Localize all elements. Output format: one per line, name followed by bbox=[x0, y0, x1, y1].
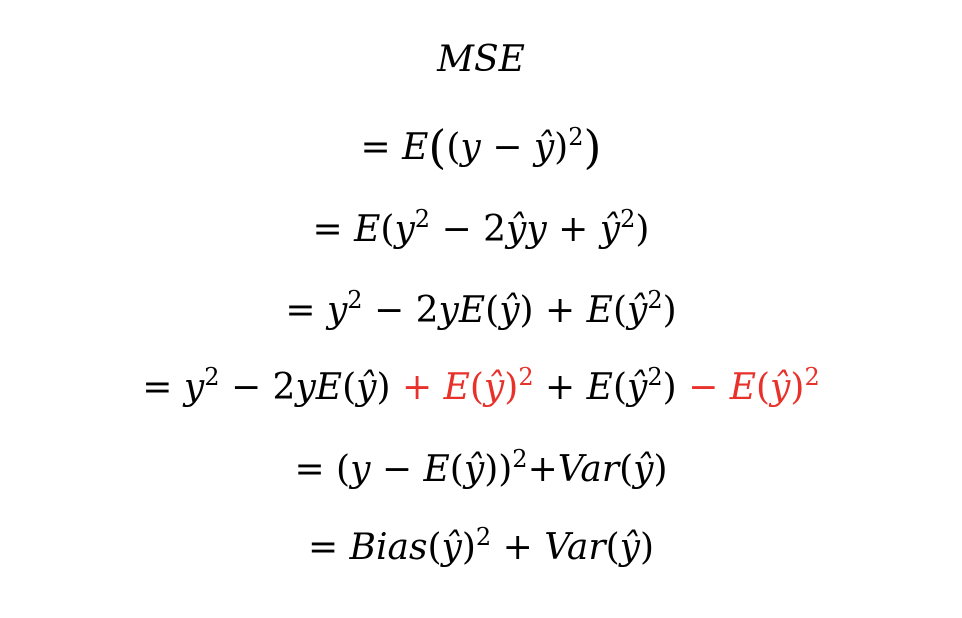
close-paren: ) bbox=[504, 367, 519, 408]
close-paren: ) bbox=[376, 367, 391, 408]
open-paren: ( bbox=[612, 290, 627, 331]
close-paren: ) bbox=[790, 367, 805, 408]
open-paren: ( bbox=[449, 449, 464, 490]
exponent-two: 2 bbox=[568, 123, 584, 151]
y-times-expectation: yE bbox=[438, 290, 486, 331]
exponent-two: 2 bbox=[647, 363, 663, 391]
variable-y-hat: ŷ bbox=[441, 527, 462, 568]
open-paren: ( bbox=[469, 367, 484, 408]
plus-sign: + bbox=[533, 367, 587, 408]
variable-y-hat: ŷ bbox=[626, 290, 648, 331]
plus-sign: + bbox=[390, 367, 444, 408]
step-bias-variance-result bbox=[0, 523, 962, 570]
variance-operator: Var bbox=[544, 527, 606, 568]
equals-open-paren: = ( bbox=[294, 449, 351, 490]
exponent-two: 2 bbox=[804, 363, 820, 391]
step-expand-square bbox=[0, 205, 962, 252]
close-paren: ) bbox=[554, 127, 569, 168]
outer-open-paren: ( bbox=[428, 120, 447, 174]
close-paren: ) bbox=[519, 290, 534, 331]
variable-y-hat: ŷ bbox=[499, 290, 520, 331]
variable-y-hat: ŷ bbox=[626, 367, 648, 408]
mse-label: MSE bbox=[437, 39, 525, 80]
plus-sign: + bbox=[491, 527, 545, 568]
variable-y: y bbox=[183, 367, 205, 408]
minus-two: − 2 bbox=[362, 290, 439, 331]
open-paren: ( bbox=[380, 209, 395, 250]
exponent-two: 2 bbox=[204, 363, 220, 391]
variance-operator: Var bbox=[557, 449, 620, 490]
exponent-two: 2 bbox=[620, 205, 636, 233]
equals-sign: = bbox=[142, 367, 184, 408]
variable-y-hat: ŷ bbox=[599, 209, 621, 250]
minus-two: − 2 bbox=[430, 209, 507, 250]
equals-sign: = bbox=[307, 527, 350, 568]
step-regroup-terms bbox=[0, 445, 962, 492]
expectation-operator: E bbox=[423, 449, 450, 490]
open-paren: ( bbox=[605, 527, 620, 568]
close-paren: ) bbox=[640, 527, 655, 568]
variable-y: y bbox=[526, 209, 547, 250]
subtracted-term-highlight bbox=[676, 363, 820, 408]
expectation-operator: E bbox=[586, 290, 613, 331]
step-add-and-subtract bbox=[0, 363, 962, 410]
y-times-expectation: yE bbox=[295, 367, 343, 408]
exponent-two: 2 bbox=[414, 205, 431, 233]
exponent-two: 2 bbox=[518, 363, 534, 391]
close-paren: ) bbox=[635, 209, 650, 250]
minus-two: − 2 bbox=[219, 367, 296, 408]
exponent-two: 2 bbox=[475, 523, 492, 551]
close-paren: ) bbox=[662, 290, 677, 331]
minus-sign: − bbox=[480, 127, 534, 168]
outer-close-paren: ) bbox=[583, 120, 602, 174]
open-paren: ( bbox=[427, 527, 442, 568]
variable-y: y bbox=[394, 209, 415, 250]
exponent-two: 2 bbox=[647, 286, 663, 314]
variable-y-hat: ŷ bbox=[619, 527, 640, 568]
open-paren: ( bbox=[485, 290, 500, 331]
plus-sign: + bbox=[527, 449, 558, 490]
step-expectation-of-squared-error bbox=[0, 120, 962, 174]
equation-title bbox=[0, 38, 962, 82]
expectation-operator: E bbox=[729, 367, 756, 408]
variable-y: y bbox=[326, 290, 348, 331]
variable-y-hat: ŷ bbox=[356, 367, 377, 408]
double-close-paren: )) bbox=[484, 449, 513, 490]
close-paren: ) bbox=[653, 449, 668, 490]
close-paren: ) bbox=[662, 367, 677, 408]
minus-sign: − bbox=[370, 449, 424, 490]
equals-sign: = bbox=[360, 127, 403, 168]
expectation-operator: E bbox=[586, 367, 613, 408]
plus-sign: + bbox=[533, 290, 587, 331]
expectation-operator: E bbox=[402, 127, 429, 168]
open-paren: ( bbox=[446, 127, 461, 168]
variable-y-hat: ŷ bbox=[533, 127, 555, 168]
open-paren: ( bbox=[612, 367, 627, 408]
expectation-operator: E bbox=[354, 209, 381, 250]
close-paren: ) bbox=[461, 527, 476, 568]
plus-sign: + bbox=[546, 209, 600, 250]
variable-y-hat: ŷ bbox=[506, 209, 527, 250]
open-paren: ( bbox=[342, 367, 357, 408]
variable-y: y bbox=[350, 449, 371, 490]
variable-y-hat: ŷ bbox=[483, 367, 505, 408]
equals-sign: = bbox=[312, 209, 355, 250]
open-paren: ( bbox=[756, 367, 771, 408]
minus-sign: − bbox=[676, 367, 730, 408]
added-term-highlight bbox=[390, 363, 534, 408]
exponent-two: 2 bbox=[512, 445, 528, 473]
variable-y: y bbox=[460, 127, 481, 168]
equals-sign: = bbox=[285, 290, 327, 331]
exponent-two: 2 bbox=[347, 286, 363, 314]
variable-y-hat: ŷ bbox=[633, 449, 654, 490]
bias-operator: Bias bbox=[349, 527, 428, 568]
step-linearity-of-expectation bbox=[0, 286, 962, 333]
open-paren: ( bbox=[619, 449, 634, 490]
variable-y-hat: ŷ bbox=[463, 449, 485, 490]
expectation-operator: E bbox=[443, 367, 470, 408]
variable-y-hat: ŷ bbox=[770, 367, 791, 408]
